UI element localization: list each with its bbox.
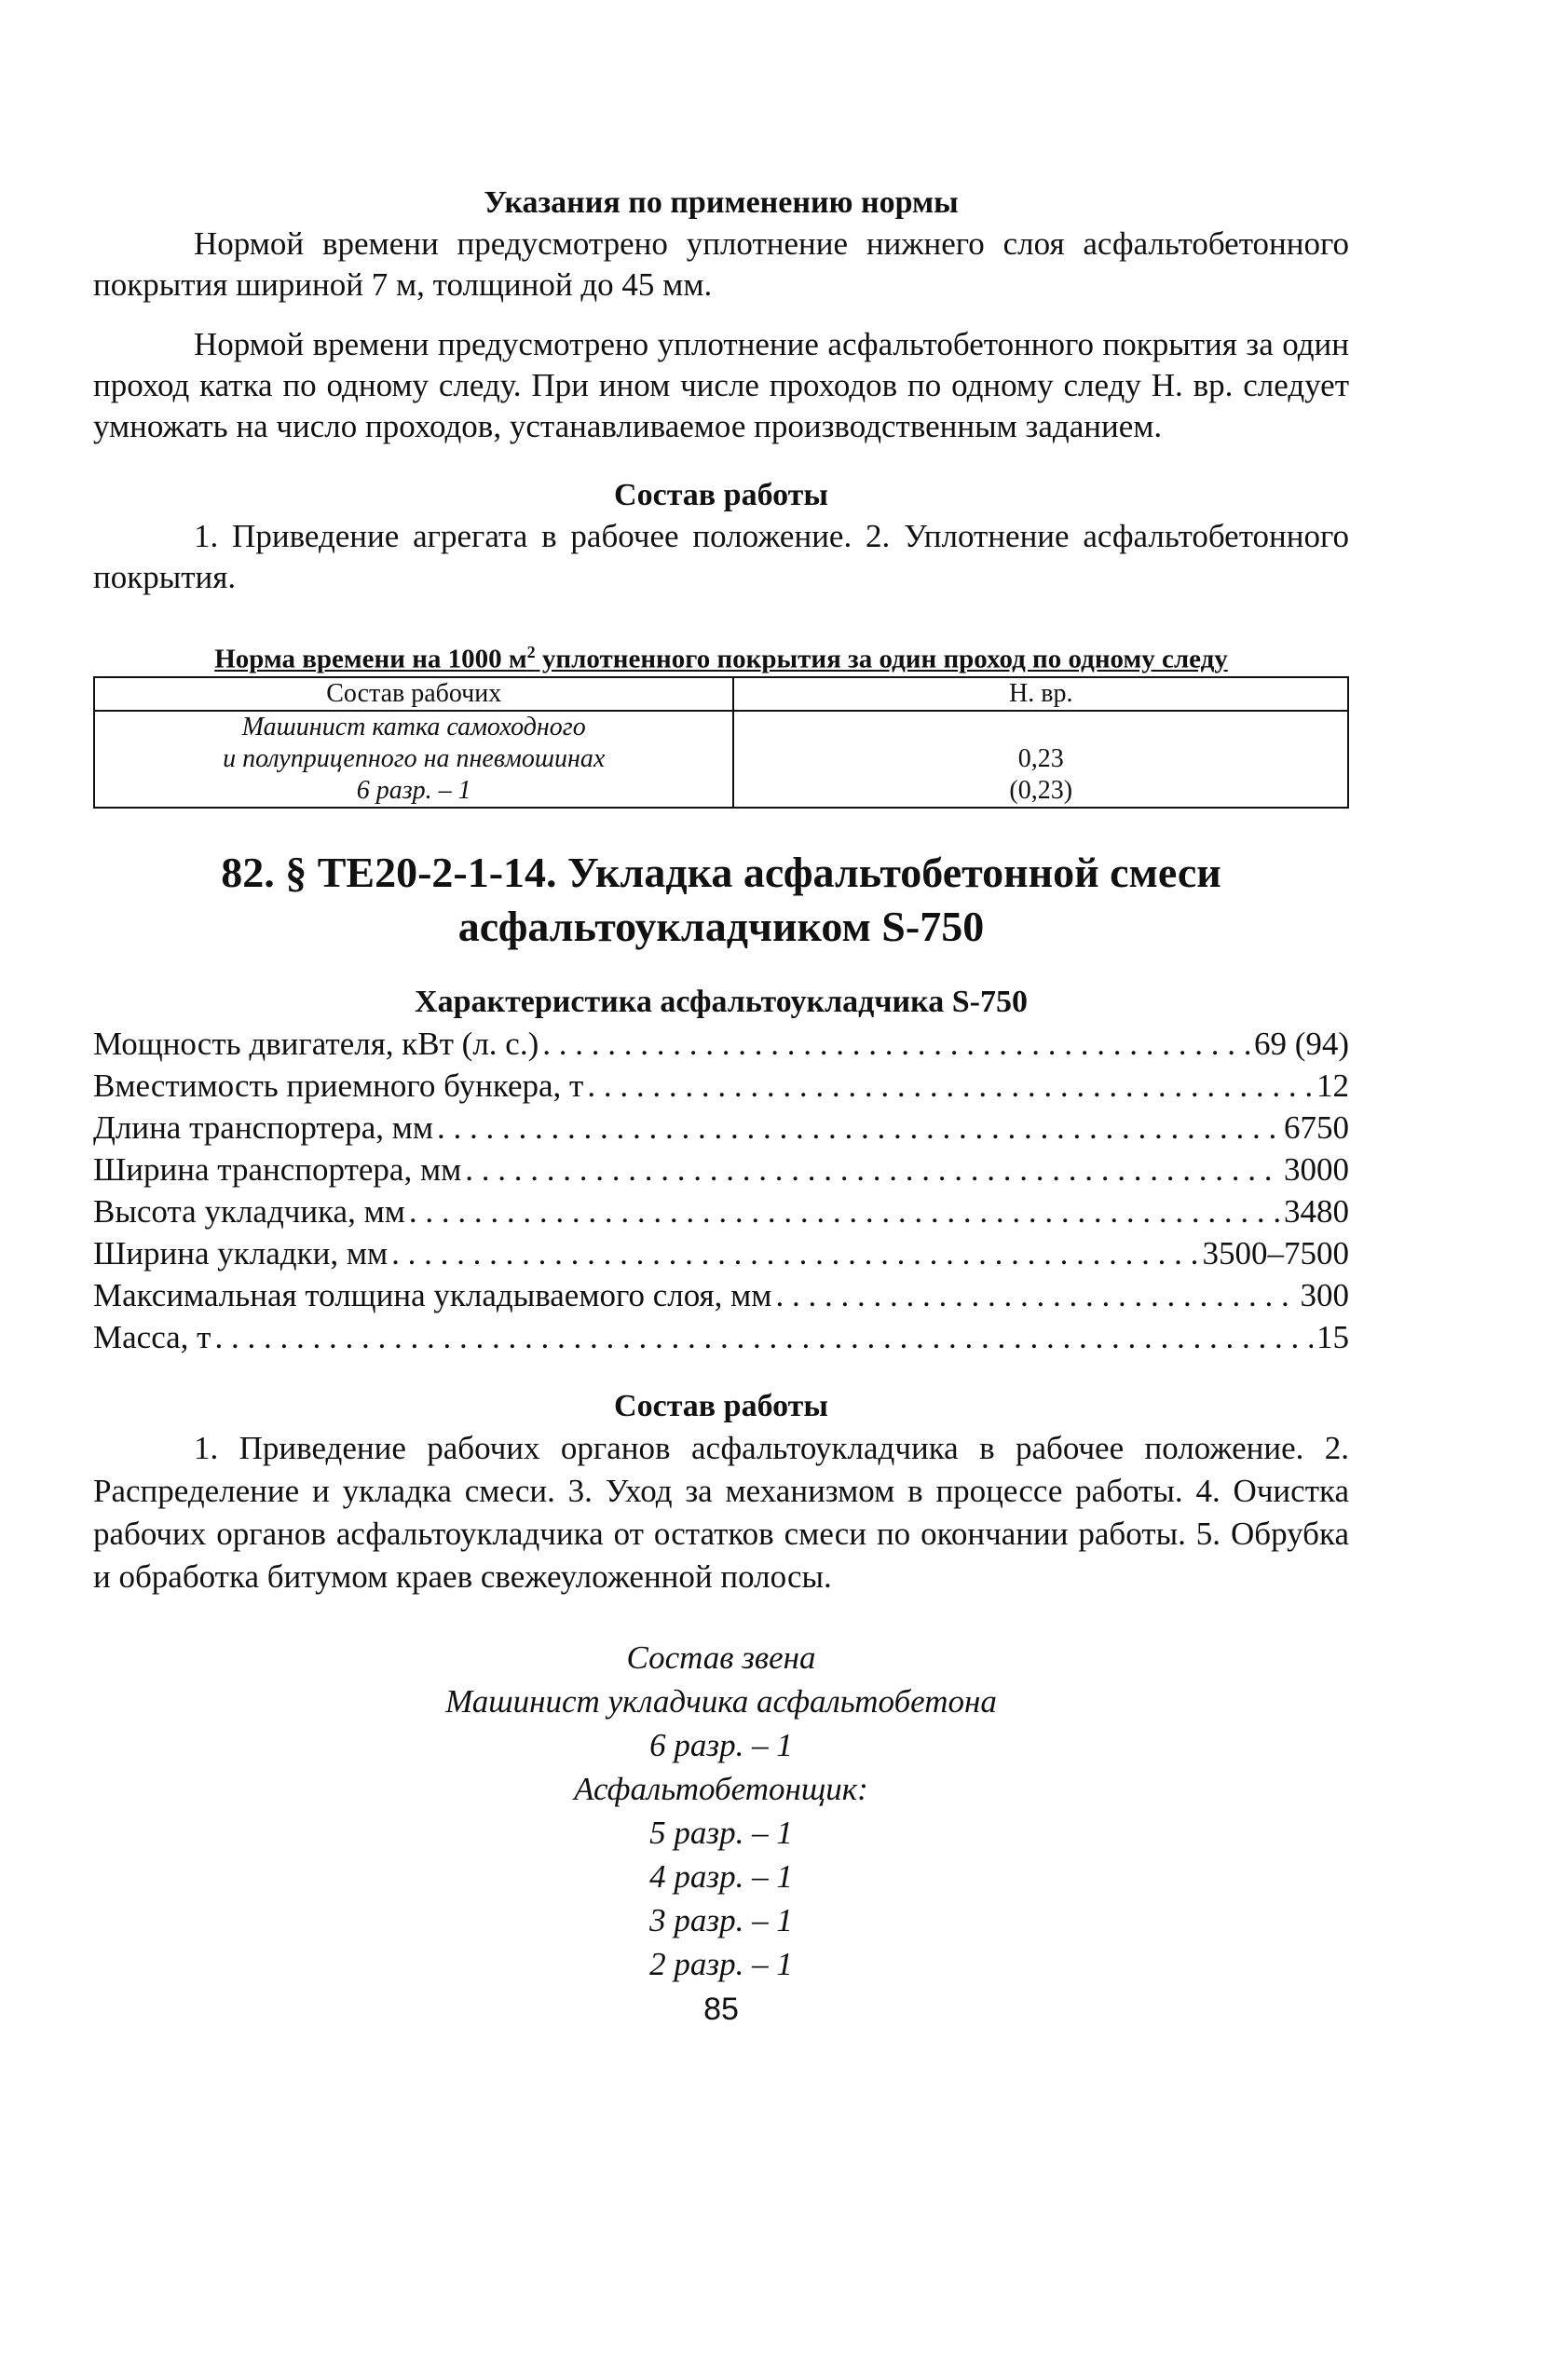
page-content — [93, 183, 1349, 2028]
leader-dots — [465, 1149, 1280, 1190]
leader-dots — [542, 1023, 1250, 1065]
leader-dots — [775, 1274, 1296, 1316]
table-header-row — [94, 677, 1348, 711]
work-composition-text-2: 1. Приведение рабочих органов асфальтоукладчика в рабочее положение. 2. Распределение и укладка смеси. 3. Уход за механизмом в процессе работы. 4. Очистка рабочих органов асфальтоукладчика от остатков смеси по окончании работы. 5. Обрубка и обработка битумом краев свежеуложенной полосы. — [93, 1429, 1349, 1595]
application-note-1: Нормой времени предусмотрено уплотнение нижнего слоя асфальтобетонного покрытия шириной 7 м, толщиной до 45 мм. — [93, 225, 1349, 303]
crew-heading: Состав звена — [626, 1639, 816, 1676]
norm-table-title: Норма времени на 1000 $м^2$ уплотненного покрытия за один проход по одному следу — [214, 643, 1228, 674]
spec-row — [93, 1023, 1349, 1065]
workers-cell: Машинист катка самоходного и полуприцепного на пневмошинах 6 разр. – 1 — [94, 711, 733, 808]
crew-line: 5 разр. – 1 — [649, 1814, 793, 1851]
leader-dots — [409, 1190, 1280, 1232]
crew-composition — [93, 1636, 1349, 1986]
spec-value: 69 (94) — [1253, 1025, 1349, 1062]
crew-line: 2 разр. – 1 — [649, 1945, 793, 1982]
spec-value: 15 — [1316, 1318, 1349, 1355]
application-notes-heading: Указания по применению нормы — [484, 185, 959, 220]
work-composition-text: 1. Приведение агрегата в рабочее положение. 2. Уплотнение асфальтобетонного покрытия. — [93, 518, 1349, 595]
col-header-norm: Н. вр. — [733, 677, 1348, 711]
page-number: 85 — [703, 1991, 739, 2027]
crew-line: 3 разр. – 1 — [649, 1901, 793, 1938]
crew-line: 4 разр. – 1 — [649, 1857, 793, 1895]
crew-line: 6 разр. – 1 — [649, 1726, 793, 1763]
spec-label: Длина транспортера, мм — [93, 1108, 434, 1146]
spec-heading: Характеристика асфальтоукладчика S-750 — [415, 984, 1028, 1019]
section-title: 82. § ТЕ20-2-1-14. Укладка асфальтобетонной смеси асфальтоукладчиком S-750 — [221, 848, 1221, 950]
spec-value: 12 — [1316, 1067, 1349, 1104]
leader-dots — [437, 1107, 1280, 1149]
leader-dots — [587, 1065, 1313, 1107]
work-composition-heading-2: Состав работы — [614, 1388, 828, 1423]
table-row — [94, 711, 1348, 808]
spec-label: Ширина укладки, мм — [93, 1234, 389, 1272]
work-composition-heading: Состав работы — [614, 478, 828, 512]
col-header-workers: Состав рабочих — [94, 677, 733, 711]
crew-line: Асфальтобетонщик: — [574, 1770, 868, 1807]
spec-label: Мощность двигателя, кВт (л. с.) — [93, 1025, 539, 1062]
spec-label: Ширина транспортера, мм — [93, 1150, 462, 1188]
spec-label: Максимальная толщина укладываемого слоя, мм — [93, 1276, 772, 1313]
norm-cell: 0,23 (0,23) — [733, 711, 1348, 808]
spec-row — [93, 1190, 1349, 1232]
spec-row — [93, 1316, 1349, 1358]
spec-label: Высота укладчика, мм — [93, 1192, 405, 1230]
spec-value: 300 — [1300, 1276, 1349, 1313]
spec-value: 3000 — [1284, 1150, 1349, 1188]
spec-row — [93, 1232, 1349, 1274]
application-note-2: Нормой времени предусмотрено уплотнение асфальтобетонного покрытия за один проход катка по одному следу. При ином числе проходов по одному следу Н. вр. следует умножать на число проходов, устанавливаемое производственным заданием. — [93, 326, 1349, 444]
spec-row — [93, 1274, 1349, 1316]
spec-label: Масса, т — [93, 1318, 211, 1355]
spec-row — [93, 1065, 1349, 1107]
spec-value: 3500–7500 — [1202, 1234, 1349, 1272]
spec-row — [93, 1107, 1349, 1149]
crew-line: Машинист укладчика асфальтобетона — [445, 1682, 997, 1720]
spec-row — [93, 1149, 1349, 1190]
spec-value: 6750 — [1284, 1108, 1349, 1146]
spec-value: 3480 — [1284, 1192, 1349, 1230]
spec-label: Вместимость приемного бункера, т — [93, 1067, 584, 1104]
spec-list — [93, 1023, 1349, 1358]
leader-dots — [391, 1232, 1198, 1274]
norm-table — [93, 676, 1349, 809]
leader-dots — [214, 1316, 1313, 1358]
